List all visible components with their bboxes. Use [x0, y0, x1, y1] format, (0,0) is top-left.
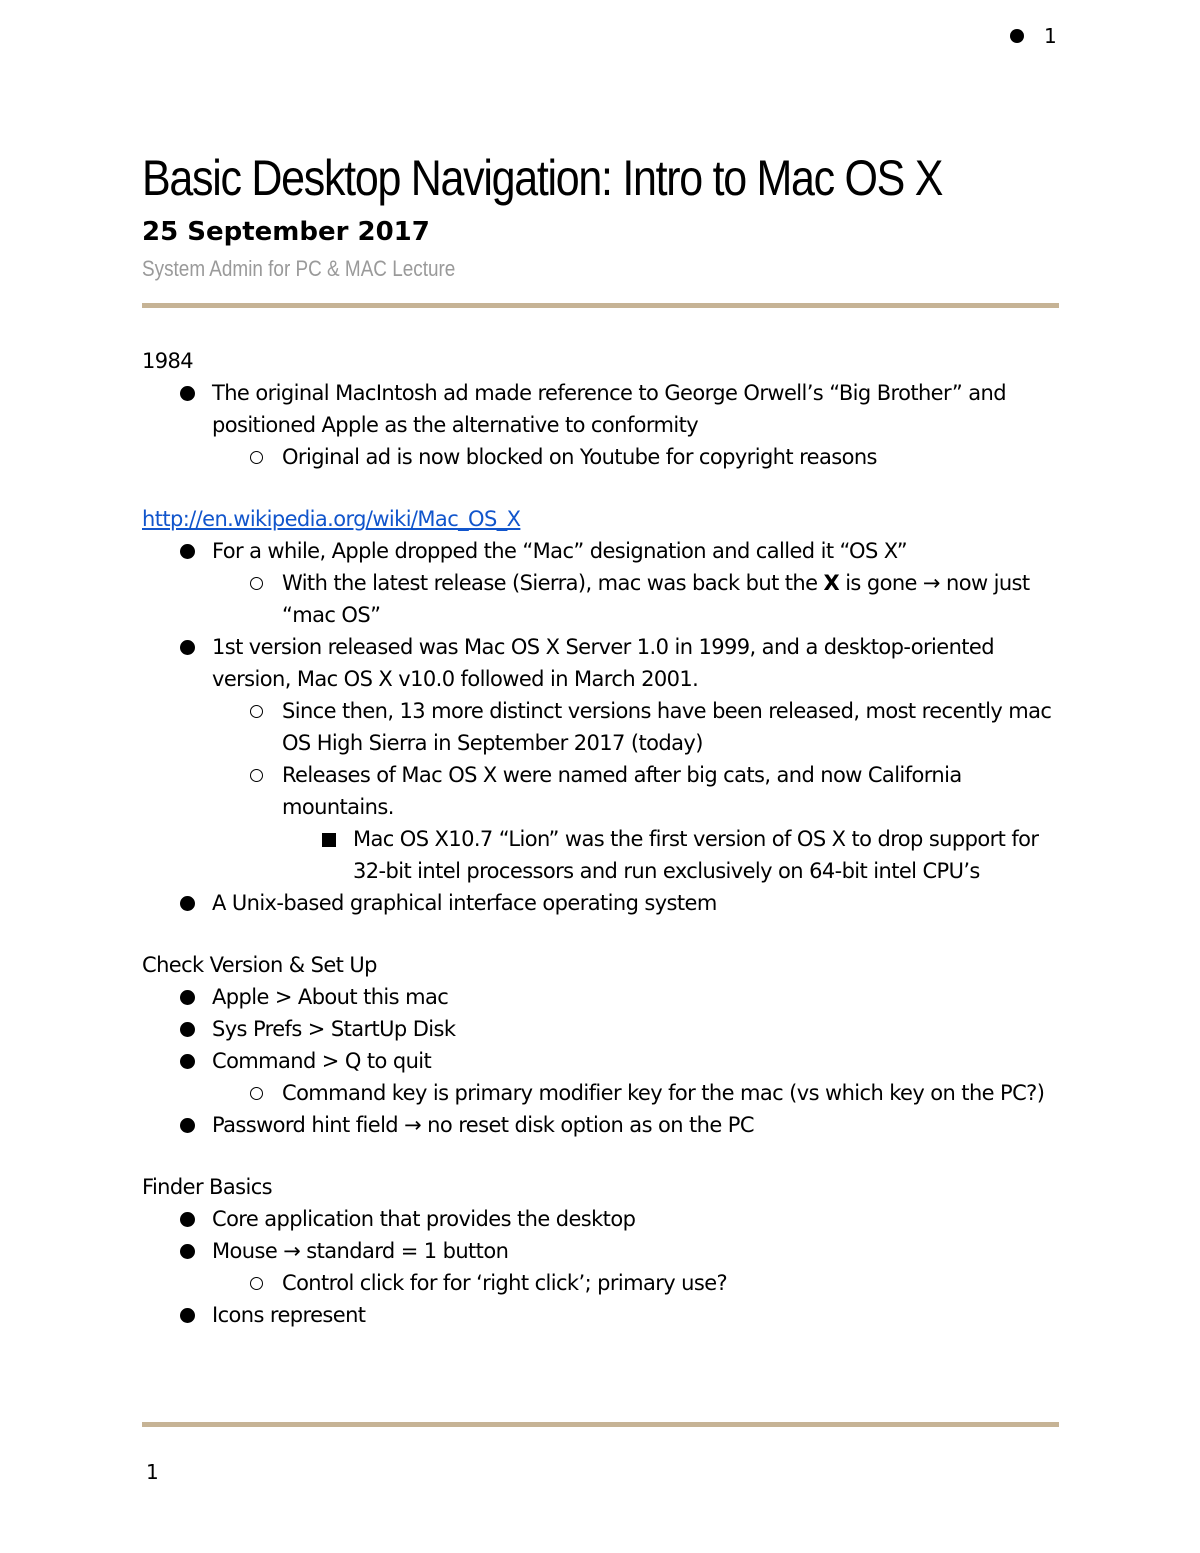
hollow-bullet-icon [250, 577, 263, 590]
hollow-bullet-icon [250, 769, 263, 782]
list-item [142, 759, 1072, 823]
header-divider [142, 303, 1059, 308]
spacer [142, 919, 1072, 949]
document-title: Basic Desktop Navigation: Intro to Mac OS X [142, 150, 943, 206]
list-item [142, 1299, 1072, 1331]
list-item-text: Original ad is now blocked on Youtube for copyright reasons [282, 445, 877, 469]
list-item [142, 1109, 1072, 1141]
list-item-text: Password hint field → no reset disk option as on the PC [212, 1113, 754, 1137]
bullet-icon [1010, 29, 1024, 43]
filled-bullet-icon [180, 1212, 195, 1227]
list-item-text: Sys Prefs > StartUp Disk [212, 1017, 456, 1041]
list-item [142, 981, 1072, 1013]
list-item-text: 1st version released was Mac OS X Server 1.0 in 1999, and a desktop-oriented version, Mac OS X v10.0 followed in March 2001. [212, 635, 994, 691]
list-item-text: For a while, Apple dropped the “Mac” designation and called it “OS X” [212, 539, 908, 563]
list-item [142, 1013, 1072, 1045]
section-heading-check-version: Check Version & Set Up [142, 953, 377, 977]
list-item-text: Control click for for ‘right click’; primary use? [282, 1271, 728, 1295]
filled-bullet-icon [180, 640, 195, 655]
document-date: 25 September 2017 [142, 217, 430, 247]
list-item [142, 823, 1072, 887]
list-item-text [282, 571, 1030, 627]
hollow-bullet-icon [250, 1087, 263, 1100]
footer-divider [142, 1422, 1059, 1427]
list-item [142, 567, 1072, 631]
filled-bullet-icon [180, 1308, 195, 1323]
header-page-number [1010, 22, 1057, 50]
spacer [142, 1141, 1072, 1171]
list-item-text: A Unix-based graphical interface operating system [212, 891, 717, 915]
list-item-text: Mouse → standard = 1 button [212, 1239, 509, 1263]
list-item [142, 377, 1072, 441]
list-item [142, 441, 1072, 473]
bullet-list-1984 [142, 377, 1072, 473]
section-heading-finder-basics: Finder Basics [142, 1175, 272, 1199]
list-item [142, 1045, 1072, 1077]
list-item-text-part: With the latest release (Sierra), mac was back but the [282, 571, 824, 595]
bullet-list-wiki [142, 535, 1072, 919]
filled-bullet-icon [180, 1118, 195, 1133]
list-item-text: Core application that provides the desktop [212, 1207, 636, 1231]
filled-bullet-icon [180, 386, 195, 401]
bullet-list-finder-basics [142, 1203, 1072, 1331]
list-item [142, 887, 1072, 919]
hollow-bullet-icon [250, 705, 263, 718]
list-item-text: Command > Q to quit [212, 1049, 432, 1073]
list-item-text: Apple > About this mac [212, 985, 449, 1009]
header-page-number-text: 1 [1044, 24, 1057, 48]
list-item-text: The original MacIntosh ad made reference to George Orwell’s “Big Brother” and positioned Apple as the alternative to conformity [212, 381, 1006, 437]
list-item [142, 631, 1072, 695]
list-item [142, 1235, 1072, 1267]
filled-bullet-icon [180, 1054, 195, 1069]
list-item-text: Icons represent [212, 1303, 366, 1327]
list-item-text-bold: X [823, 571, 840, 595]
document-body [142, 345, 1072, 1331]
hollow-bullet-icon [250, 1277, 263, 1290]
list-item [142, 695, 1072, 759]
list-item-text: Command key is primary modifier key for the mac (vs which key on the PC?) [282, 1081, 1045, 1105]
wikipedia-link[interactable]: http://en.wikipedia.org/wiki/Mac_OS_X [142, 507, 521, 531]
filled-bullet-icon [180, 1022, 195, 1037]
list-item-text: Releases of Mac OS X were named after big cats, and now California mountains. [282, 763, 962, 819]
list-item-text: Mac OS X10.7 “Lion” was the first version of OS X to drop support for 32-bit intel processors and run exclusively on 64-bit intel CPU’s [353, 827, 1039, 883]
section-heading-wiki [142, 503, 1072, 535]
square-bullet-icon [322, 833, 336, 847]
list-item [142, 1203, 1072, 1235]
document-subtitle: System Admin for PC & MAC Lecture [142, 256, 456, 281]
list-item [142, 1077, 1072, 1109]
filled-bullet-icon [180, 1244, 195, 1259]
spacer [142, 473, 1072, 503]
list-item-text-part: is gone → now just “mac OS” [282, 571, 1030, 627]
filled-bullet-icon [180, 544, 195, 559]
list-item [142, 1267, 1072, 1299]
filled-bullet-icon [180, 990, 195, 1005]
list-item-text: Since then, 13 more distinct versions have been released, most recently mac OS High Sierra in September 2017 (today) [282, 699, 1052, 755]
hollow-bullet-icon [250, 451, 263, 464]
footer-page-number: 1 [146, 1460, 159, 1484]
bullet-list-check-version [142, 981, 1072, 1141]
section-heading-1984: 1984 [142, 349, 194, 373]
list-item [142, 535, 1072, 567]
filled-bullet-icon [180, 896, 195, 911]
